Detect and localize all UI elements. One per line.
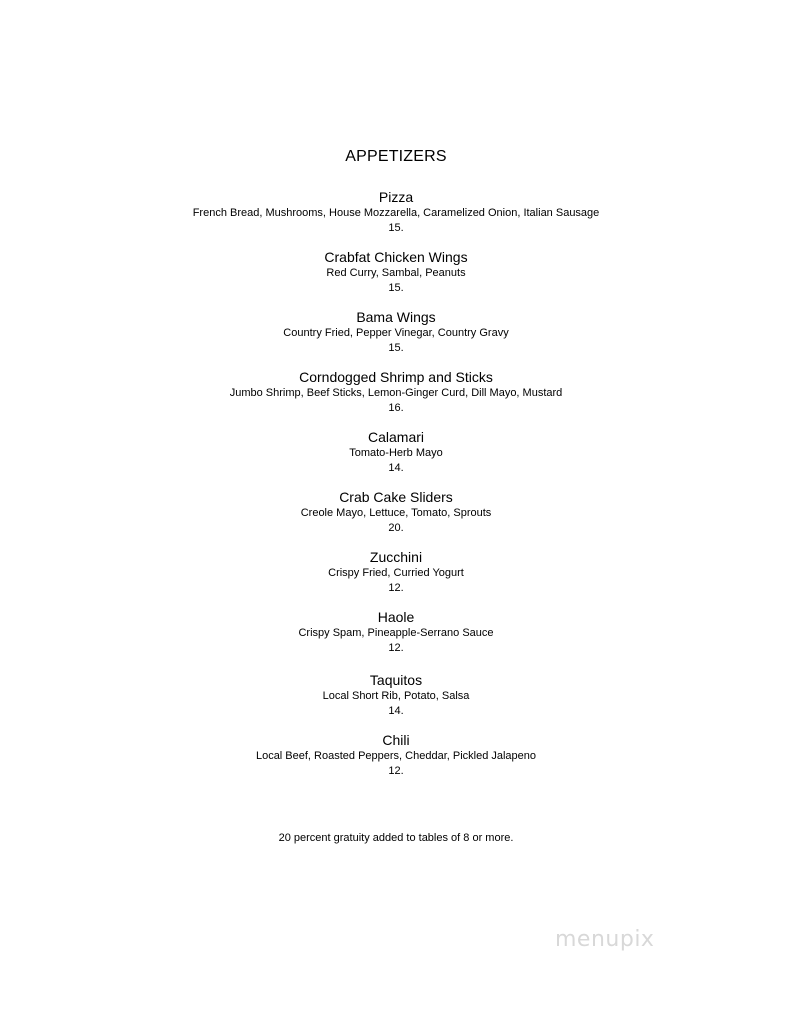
item-name: Chili [382, 732, 410, 748]
item-description: Local Short Rib, Potato, Salsa [322, 690, 470, 702]
section-title: APPETIZERS [345, 148, 447, 165]
item-description: Creole Mayo, Lettuce, Tomato, Sprouts [300, 507, 492, 519]
item-description: Crispy Spam, Pineapple-Serrano Sauce [298, 627, 494, 639]
item-price: 15. [388, 342, 404, 354]
item-price: 15. [388, 282, 404, 294]
item-description: Red Curry, Sambal, Peanuts [326, 267, 466, 279]
item-price: 14. [388, 462, 404, 474]
item-price: 14. [388, 705, 404, 717]
menu-item-crab-cake-sliders [0, 488, 792, 536]
item-name: Crabfat Chicken Wings [324, 249, 468, 265]
item-price: 12. [388, 765, 404, 777]
menu-item-crabfat-chicken-wings [0, 248, 792, 296]
item-name: Corndogged Shrimp and Sticks [299, 369, 493, 385]
menu-item-corndogged-shrimp [0, 368, 792, 416]
menu-item-bama-wings [0, 308, 792, 356]
item-description: Local Beef, Roasted Peppers, Cheddar, Pickled Jalapeno [255, 750, 537, 762]
item-name: Crab Cake Sliders [339, 489, 453, 505]
item-price: 12. [388, 582, 404, 594]
menu-item-calamari [0, 428, 792, 476]
item-description: Jumbo Shrimp, Beef Sticks, Lemon-Ginger Curd, Dill Mayo, Mustard [229, 387, 563, 399]
item-name: Calamari [367, 429, 424, 445]
menu-item-pizza [0, 188, 792, 236]
menu-item-chili [0, 731, 792, 779]
item-name: Haole [377, 609, 415, 625]
menu-item-zucchini [0, 548, 792, 596]
item-name: Zucchini [369, 549, 423, 565]
watermark-logo: menupix [555, 927, 655, 952]
item-price: 15. [388, 222, 404, 234]
menu-item-taquitos [0, 671, 792, 719]
item-name: Taquitos [369, 672, 423, 688]
item-description: French Bread, Mushrooms, House Mozzarella, Caramelized Onion, Italian Sausage [192, 207, 600, 219]
item-description: Country Fried, Pepper Vinegar, Country Gravy [283, 327, 509, 339]
item-price: 16. [388, 402, 404, 414]
menu-item-haole [0, 608, 792, 656]
item-name: Pizza [378, 189, 414, 205]
gratuity-note: 20 percent gratuity added to tables of 8 or more. [278, 832, 514, 844]
item-name: Bama Wings [356, 309, 436, 325]
item-description: Tomato-Herb Mayo [349, 447, 443, 459]
item-price: 20. [388, 522, 404, 534]
item-description: Crispy Fried, Curried Yogurt [328, 567, 464, 579]
item-price: 12. [388, 642, 404, 654]
